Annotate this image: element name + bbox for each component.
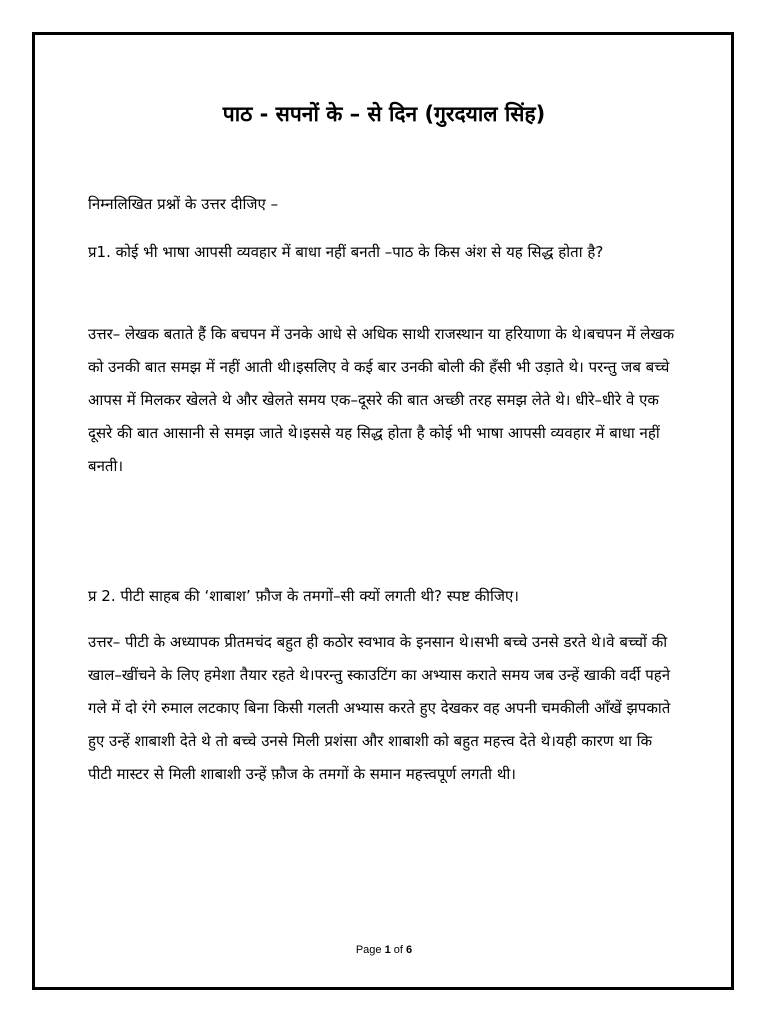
footer-page-word: Page — [355, 944, 382, 956]
instruction-line: निम्नलिखित प्रश्नों के उत्तर दीजिए – — [88, 195, 279, 213]
question-2 — [88, 580, 680, 613]
answer-1 — [88, 318, 680, 483]
page-footer — [0, 942, 768, 958]
footer-current-page: 1 — [384, 944, 391, 956]
footer-total-pages: 6 — [406, 944, 413, 956]
question-1-text: प्र1. कोई भी भाषा आपसी व्यवहार में बाधा नहीं बनती –पाठ के किस अंश से यह सिद्ध होता है? — [88, 243, 604, 261]
answer-2 — [88, 626, 680, 791]
question-1 — [88, 236, 680, 269]
answer-1-text: उत्तर– लेखक बताते हैं कि बचपन में उनके आधे से अधिक साथी राजस्थान या हरियाणा के थे।बचपन में लेखक को उनकी बात समझ में नहीं आती थी।इसलिए वे कई बार उनकी बोली की हँसी भी उड़ाते थे। परन्तु जब बच्चे आपस में मिलकर खेलते थे और खेलते समय एक–दूसरे की बात अच्छी तरह समझ लेते थे। धीरे–धीरे वे एक दूसरे की बात आसानी से समझ जाते थे।इससे यह सिद्ध होता है कोई भी भाषा आपसी व्यवहार में बाधा नहीं बनती। — [88, 325, 675, 475]
instruction-text — [88, 188, 680, 221]
page-border — [32, 32, 734, 990]
question-2-text: प्र 2. पीटी साहब की ‘शाबाश’ फ़ौज के तमगों–सी क्यों लगती थी? स्पष्ट कीजिए। — [88, 587, 519, 605]
answer-2-text: उत्तर– पीटी के अध्यापक प्रीतमचंद बहुत ही कठोर स्वभाव के इनसान थे।सभी बच्चे उनसे डरते थे।वे बच्चों की खाल–खींचने के लिए हमेशा तैयार रहते थे।परन्तु स्काउटिंग का अभ्यास कराते समय जब उन्हें खाकी वर्दी पहने गले में दो रंगे रुमाल लटकाए बिना किसी गलती अभ्यास करते हुए देखकर वह अपनी चमकीली आँखें झपकाते हुए उन्हें शाबाशी देते थे तो बच्चे उनसे मिली प्रशंसा और शाबाशी को बहुत महत्त्व देते थे।यही कारण था कि पीटी मास्टर से मिली शाबाशी उन्हें फ़ौज के तमगों के समान महत्त्वपूर्ण लगती थी। — [88, 633, 671, 783]
document-title: पाठ - सपनों के – से दिन (गुरदयाल सिंह) — [222, 102, 546, 126]
footer-of-word: of — [393, 944, 403, 956]
